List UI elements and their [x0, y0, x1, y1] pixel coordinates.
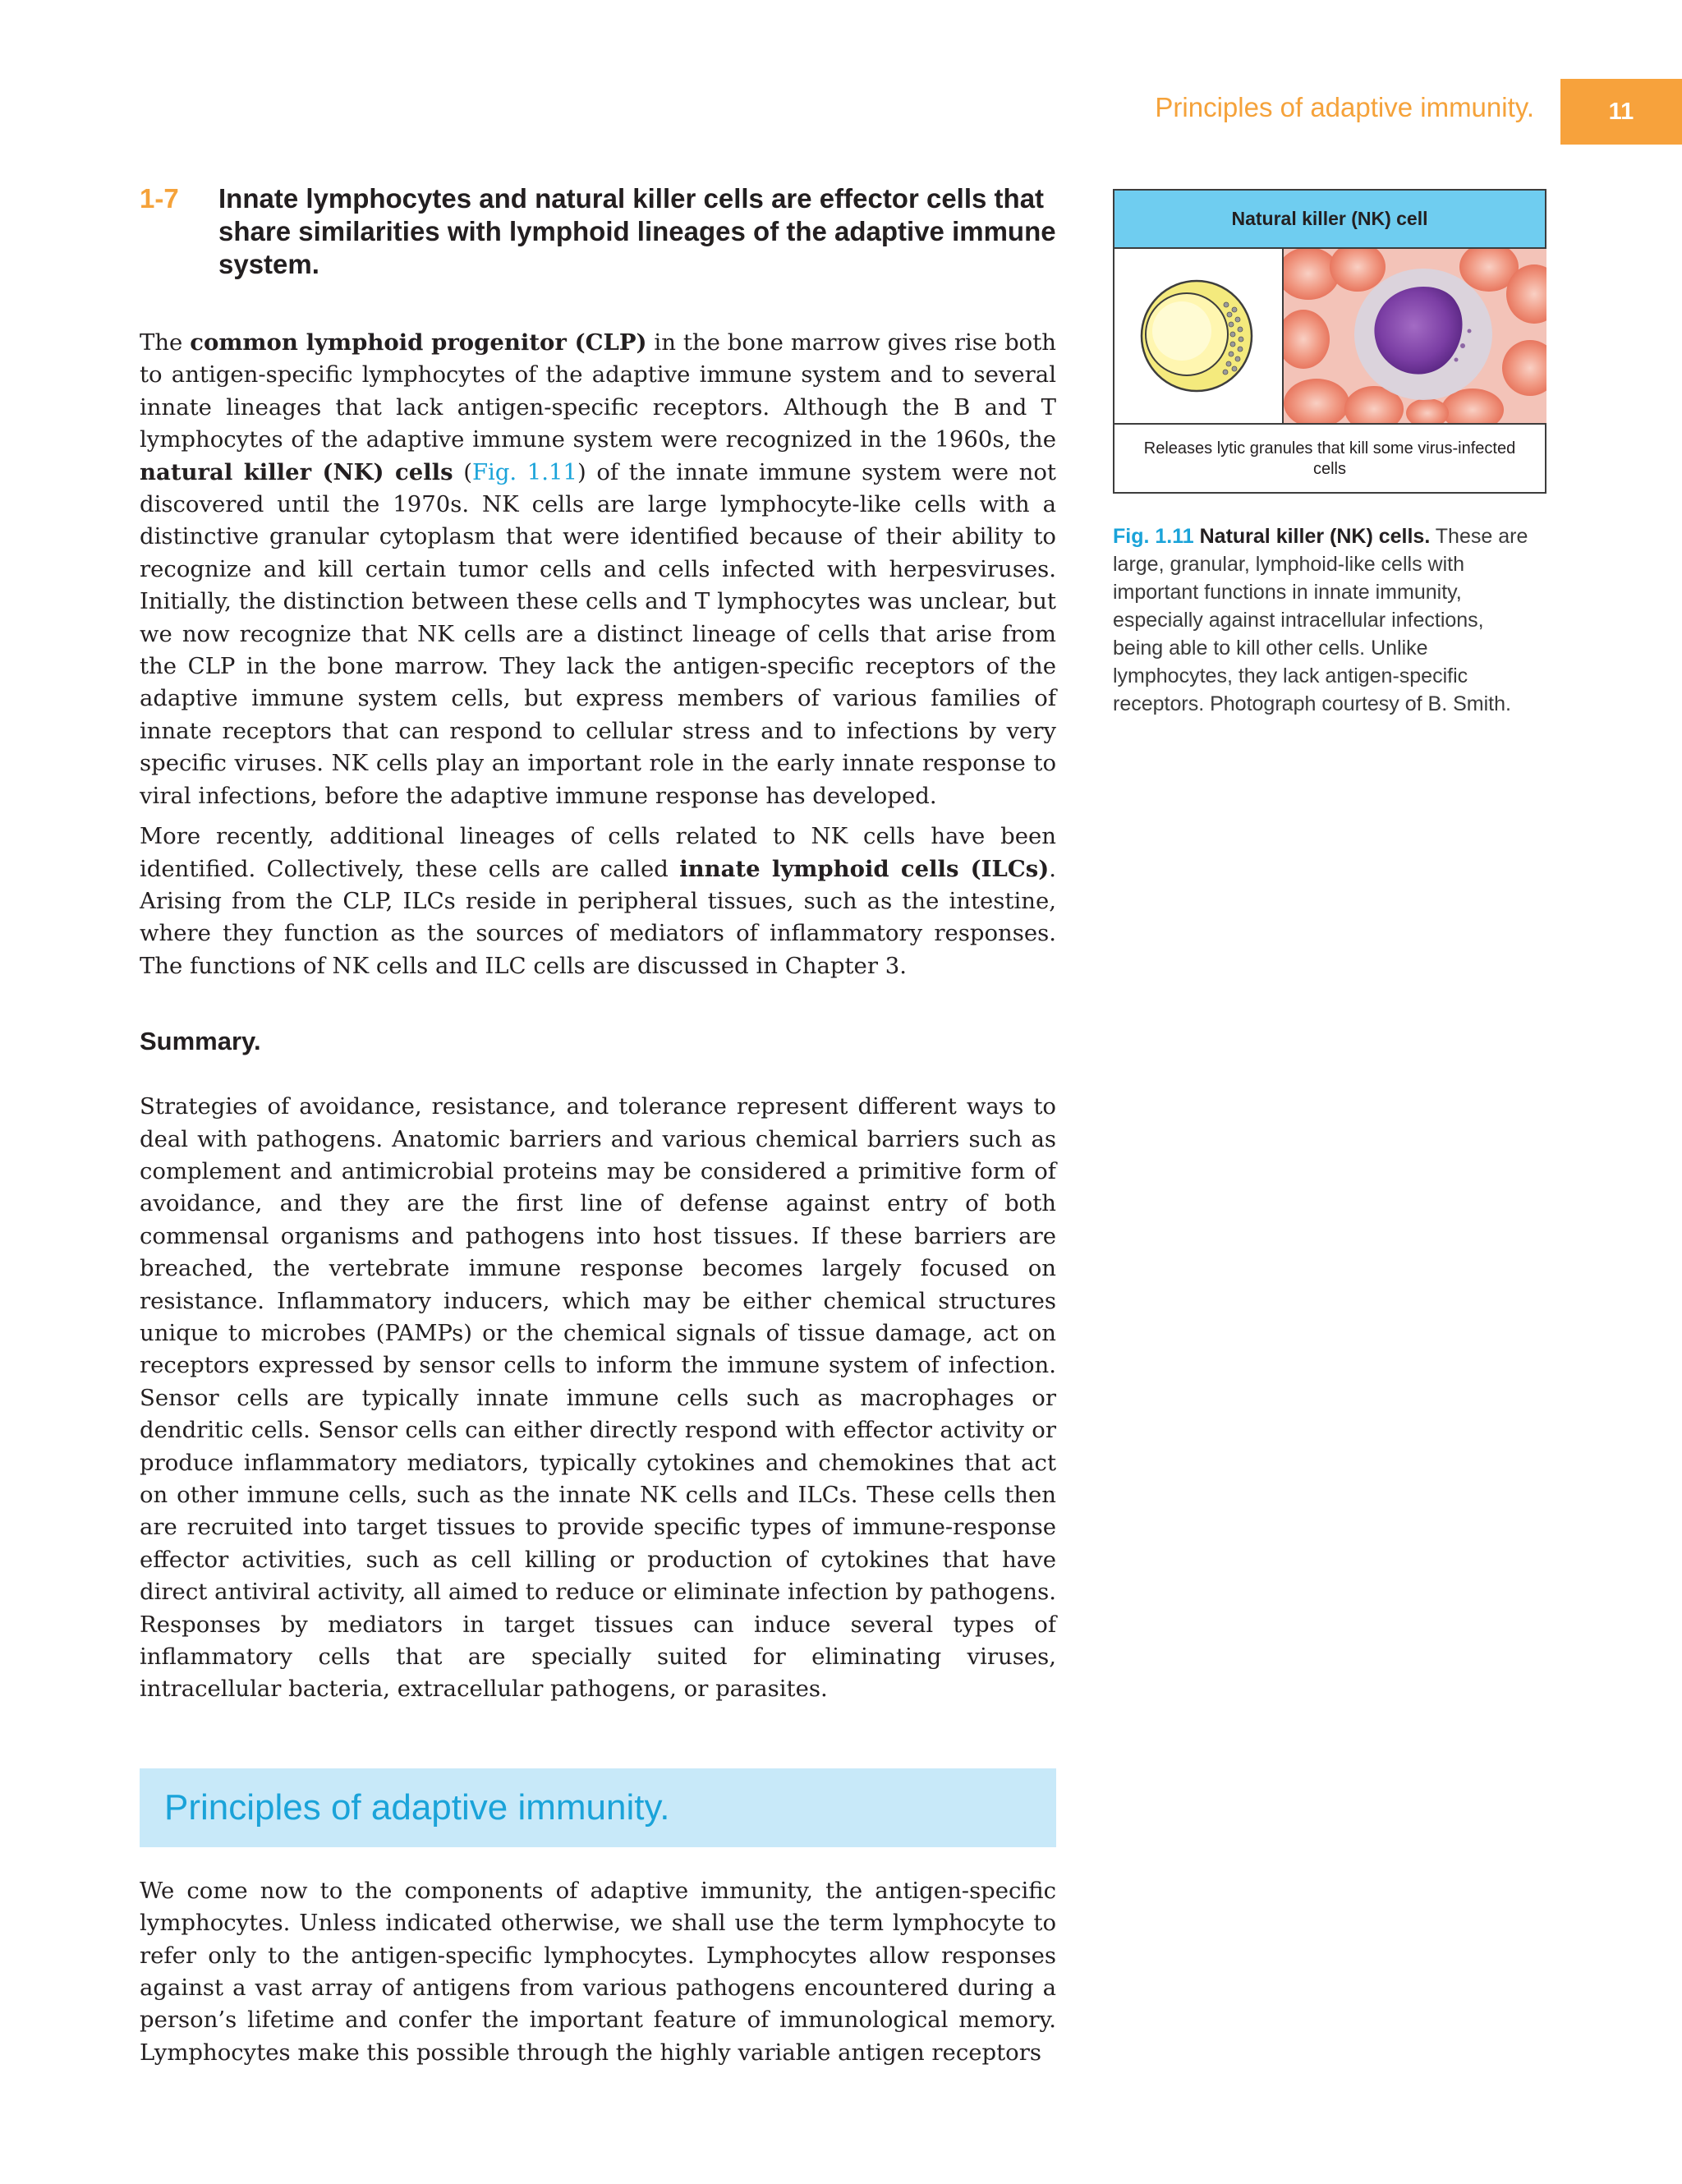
paragraph-adaptive: We come now to the components of adaptive immunity, the antigen-specific lymphocytes. Unless indicated otherwise, we shall use the term lymphocyte to refer only to the antigen-specific lymphocytes. Lymphocytes allow responses against a vast array of antigens from various pathogens encountered during a person’s lifetime and confer the important feature of immunological memory. Lymphocytes make this possible through the highly variable antigen receptors: [140, 1877, 1056, 2066]
caption-text: These are large, granular, lymphoid-like cells with important functions in innate immunity, especially against intracellular infections, being able to kill other cells. Unlike lymphocytes, they lack antigen-specific receptors. Photograph courtesy of B. Smith.: [1113, 525, 1528, 715]
running-head: Principles of adaptive immunity.: [1155, 92, 1534, 122]
term-clp: common lymphoid progenitor (CLP): [190, 329, 647, 356]
text-run: The: [140, 329, 191, 356]
nk-cell-illustration: [1114, 249, 1282, 423]
figure-panel: [1113, 189, 1546, 494]
page-number: 11: [1560, 79, 1682, 145]
section-number: 1-7: [140, 183, 179, 214]
summary-heading: Summary.: [140, 1027, 261, 1056]
text-run: ) of the innate immune system were not discovered until the 1970s. NK cells are large lymphocyte-like cells with a distinctive granular cytoplasm that were identified because of their ability to recognize and kill certain tumor cells and cells infected with herpesviruses. Initially, the distinction between these cells and T lymphocytes was unclear, but we now recognize that NK cells are a distinct lineage of cells that arise from the CLP in the bone marrow. They lack the antigen-specific receptors of the adaptive immune system cells, but express members of various families of innate receptors that can respond to cellular stress and to infections by very specific viruses. NK cells play an important role in the early innate response to viral infections, before the adaptive immune response has developed.: [140, 458, 1056, 809]
text-run: (: [453, 458, 472, 485]
paragraph-ilc: [140, 821, 1056, 982]
caption-title: Natural killer (NK) cells.: [1199, 525, 1431, 548]
caption-label: Fig. 1.11: [1113, 525, 1194, 548]
nk-cell-micrograph: [1284, 249, 1546, 423]
text-run: More recently, additional lineages of cells related to NK cells have been identified. Collectively, these cells are called: [140, 823, 1056, 882]
summary-paragraph: Strategies of avoidance, resistance, and tolerance represent different ways to deal with pathogens. Anatomic barriers and various chemical barriers such as complement and antimicrobial proteins may be considered a primitive form of avoidance, and they are the first line of defense against entry of both commensal organisms and pathogens into host tissues. If these barriers are breached, the vertebrate immune response becomes largely focused on resistance. Inflammatory inducers, which may be either chemical structures unique to microbes (PAMPs) or the chemical signals of tissue damage, act on receptors expressed by sensor cells to inform the immune system of infection. Sensor cells are typically innate immune cells such as macrophages or dendritic cells. Sensor cells can either directly respond with effector activity or produce inflammatory mediators, typically cytokines and chemokines that act on other immune cells, such as the innate NK cells and ILCs. These cells then are recruited into target tissues to provide specific types of immune-response effector activities, such as cell killing or production of cytokines that have direct antiviral activity, all aimed to reduce or eliminate infection by pathogens. Responses by mediators in target tissues can induce several types of inflammatory cells that are specially suited for eliminating viruses, intracellular bacteria, extracellular pathogens, or parasites.: [140, 1093, 1056, 1703]
term-ilcs: innate lymphoid cells (ILCs): [679, 855, 1050, 882]
figure-header: Natural killer (NK) cell: [1114, 191, 1545, 249]
section-title: Innate lymphocytes and natural killer cells are effector cells that share similarities with lymphoid lineages of the adaptive immune system.: [218, 183, 1056, 279]
text-run: . Arising from the CLP, ILCs reside in peripheral tissues, such as the intestine, where they function as the sources of mediators of inflammatory responses. The functions of NK cells and ILC cells are discussed in Chapter 3.: [140, 855, 1056, 979]
section-band-title: Principles of adaptive immunity.: [140, 1768, 1056, 1847]
nk-cell-diagram: [1114, 249, 1284, 423]
paragraph-clp: [140, 327, 1056, 812]
figure-reference-link[interactable]: Fig. 1.11: [471, 458, 577, 485]
section-heading: [140, 182, 1056, 281]
figure-caption: [1113, 522, 1532, 718]
term-nk-cells: natural killer (NK) cells: [140, 458, 453, 485]
figure-images: [1114, 249, 1545, 425]
micrograph-image: [1284, 249, 1546, 423]
text-run: in the bone marrow gives rise both to antigen-specific lymphocytes of the adaptive immune system and to several innate lineages that lack antigen-specific receptors. Although the B and T lymphocytes of the adaptive immune system were recognized in the 1960s, the: [140, 329, 1056, 453]
figure-footer: Releases lytic granules that kill some virus-infected cells: [1143, 439, 1516, 478]
main-column: [140, 182, 1056, 2069]
